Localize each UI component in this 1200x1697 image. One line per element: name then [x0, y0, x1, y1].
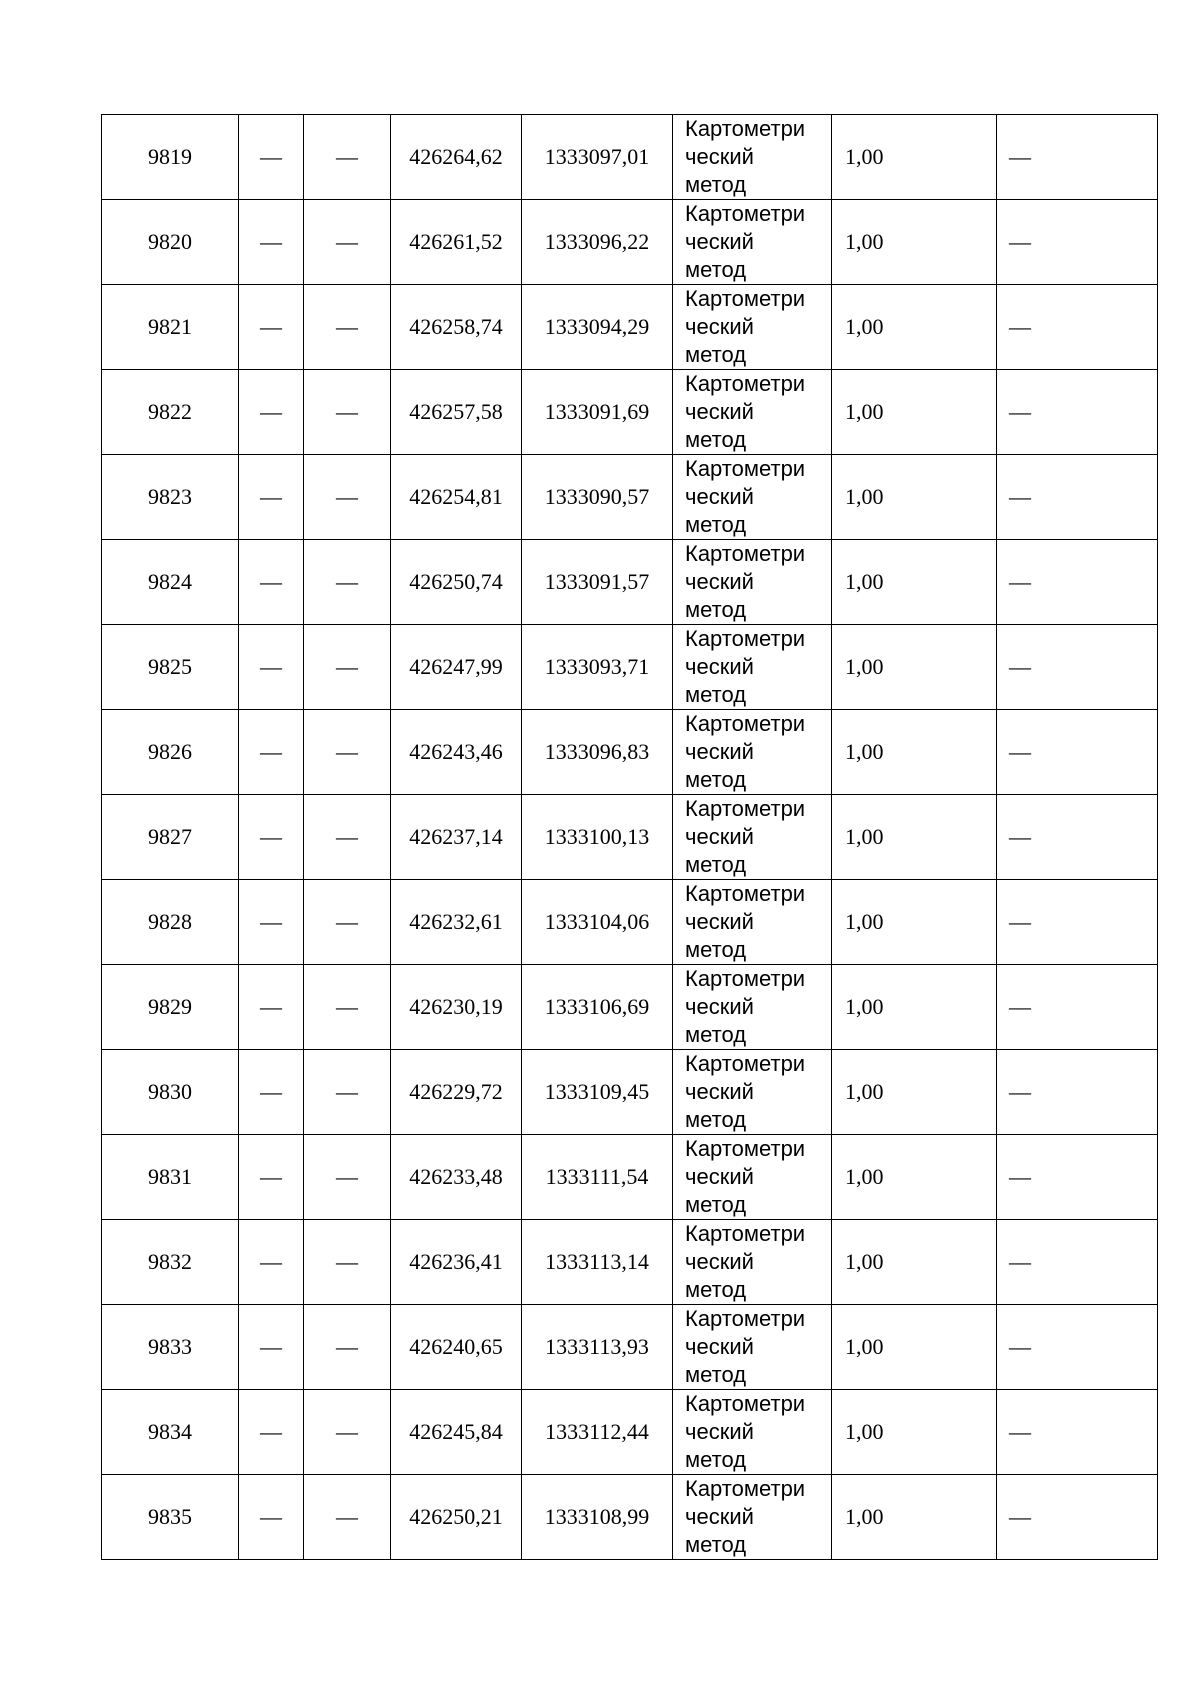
table-row [102, 880, 1158, 965]
accuracy-cell: 1,00 [832, 625, 997, 710]
method-cell [673, 115, 832, 200]
method-line: метод [685, 512, 747, 537]
y-coordinate-cell: 1333097,01 [522, 115, 673, 200]
method-line: метод [685, 257, 747, 282]
empty-value-cell: — [239, 1305, 304, 1390]
point-number-cell: 9822 [102, 370, 239, 455]
empty-value-cell: — [304, 1135, 391, 1220]
method-line: ческий [685, 1249, 754, 1274]
empty-value-cell: — [239, 200, 304, 285]
table-row [102, 1390, 1158, 1475]
x-coordinate-cell: 426257,58 [391, 370, 522, 455]
method-line: метод [685, 427, 747, 452]
method-line: Картометри [685, 1306, 806, 1331]
empty-value-cell: — [304, 200, 391, 285]
y-coordinate-cell: 1333112,44 [522, 1390, 673, 1475]
empty-value-cell: — [997, 285, 1158, 370]
empty-value-cell: — [997, 625, 1158, 710]
method-line: Картометри [685, 796, 806, 821]
empty-value-cell: — [239, 115, 304, 200]
y-coordinate-cell: 1333091,57 [522, 540, 673, 625]
accuracy-cell: 1,00 [832, 1390, 997, 1475]
x-coordinate-cell: 426254,81 [391, 455, 522, 540]
empty-value-cell: — [239, 1220, 304, 1305]
x-coordinate-cell: 426229,72 [391, 1050, 522, 1135]
empty-value-cell: — [304, 370, 391, 455]
x-coordinate-cell: 426250,21 [391, 1475, 522, 1560]
empty-value-cell: — [997, 1475, 1158, 1560]
point-number-cell: 9835 [102, 1475, 239, 1560]
accuracy-cell: 1,00 [832, 370, 997, 455]
empty-value-cell: — [239, 1475, 304, 1560]
method-line: метод [685, 1362, 747, 1387]
method-line: ческий [685, 824, 754, 849]
point-number-cell: 9834 [102, 1390, 239, 1475]
point-number-cell: 9833 [102, 1305, 239, 1390]
accuracy-cell: 1,00 [832, 710, 997, 795]
point-number-cell: 9820 [102, 200, 239, 285]
empty-value-cell: — [997, 710, 1158, 795]
empty-value-cell: — [239, 965, 304, 1050]
method-line: ческий [685, 569, 754, 594]
method-line: метод [685, 852, 747, 877]
empty-value-cell: — [304, 1305, 391, 1390]
table-row [102, 1305, 1158, 1390]
empty-value-cell: — [304, 710, 391, 795]
empty-value-cell: — [304, 965, 391, 1050]
x-coordinate-cell: 426264,62 [391, 115, 522, 200]
accuracy-cell: 1,00 [832, 540, 997, 625]
accuracy-cell: 1,00 [832, 285, 997, 370]
x-coordinate-cell: 426237,14 [391, 795, 522, 880]
point-number-cell: 9830 [102, 1050, 239, 1135]
method-line: ческий [685, 654, 754, 679]
coordinates-table [101, 114, 1158, 1560]
method-line: Картометри [685, 1136, 806, 1161]
empty-value-cell: — [997, 1220, 1158, 1305]
empty-value-cell: — [997, 880, 1158, 965]
method-line: ческий [685, 314, 754, 339]
y-coordinate-cell: 1333090,57 [522, 455, 673, 540]
empty-value-cell: — [239, 455, 304, 540]
empty-value-cell: — [997, 370, 1158, 455]
method-line: Картометри [685, 966, 806, 991]
point-number-cell: 9827 [102, 795, 239, 880]
method-line: Картометри [685, 456, 806, 481]
accuracy-cell: 1,00 [832, 1220, 997, 1305]
empty-value-cell: — [239, 710, 304, 795]
method-cell [673, 1305, 832, 1390]
method-line: метод [685, 172, 747, 197]
method-line: Картометри [685, 1221, 806, 1246]
method-line: ческий [685, 1419, 754, 1444]
point-number-cell: 9832 [102, 1220, 239, 1305]
point-number-cell: 9828 [102, 880, 239, 965]
method-line: ческий [685, 1164, 754, 1189]
point-number-cell: 9825 [102, 625, 239, 710]
method-line: метод [685, 342, 747, 367]
empty-value-cell: — [239, 880, 304, 965]
accuracy-cell: 1,00 [832, 1475, 997, 1560]
table-row [102, 455, 1158, 540]
y-coordinate-cell: 1333100,13 [522, 795, 673, 880]
accuracy-cell: 1,00 [832, 795, 997, 880]
accuracy-cell: 1,00 [832, 115, 997, 200]
method-line: метод [685, 1022, 747, 1047]
empty-value-cell: — [997, 455, 1158, 540]
empty-value-cell: — [304, 1390, 391, 1475]
y-coordinate-cell: 1333093,71 [522, 625, 673, 710]
method-line: ческий [685, 1334, 754, 1359]
method-cell [673, 1475, 832, 1560]
table-row [102, 285, 1158, 370]
empty-value-cell: — [304, 1475, 391, 1560]
method-line: метод [685, 1192, 747, 1217]
method-cell [673, 200, 832, 285]
empty-value-cell: — [997, 540, 1158, 625]
method-cell [673, 880, 832, 965]
method-line: Картометри [685, 371, 806, 396]
empty-value-cell: — [997, 795, 1158, 880]
empty-value-cell: — [239, 1050, 304, 1135]
empty-value-cell: — [997, 1305, 1158, 1390]
y-coordinate-cell: 1333109,45 [522, 1050, 673, 1135]
method-line: ческий [685, 739, 754, 764]
y-coordinate-cell: 1333096,22 [522, 200, 673, 285]
method-line: Картометри [685, 201, 806, 226]
method-line: Картометри [685, 711, 806, 736]
method-line: Картометри [685, 1476, 806, 1501]
method-cell [673, 710, 832, 795]
x-coordinate-cell: 426230,19 [391, 965, 522, 1050]
method-line: ческий [685, 994, 754, 1019]
empty-value-cell: — [997, 1135, 1158, 1220]
x-coordinate-cell: 426233,48 [391, 1135, 522, 1220]
method-line: Картометри [685, 1051, 806, 1076]
method-line: Картометри [685, 881, 806, 906]
method-line: Картометри [685, 541, 806, 566]
y-coordinate-cell: 1333091,69 [522, 370, 673, 455]
x-coordinate-cell: 426261,52 [391, 200, 522, 285]
method-line: Картометри [685, 116, 806, 141]
method-line: Картометри [685, 626, 806, 651]
empty-value-cell: — [304, 115, 391, 200]
accuracy-cell: 1,00 [832, 1305, 997, 1390]
table-row [102, 965, 1158, 1050]
method-cell [673, 965, 832, 1050]
y-coordinate-cell: 1333094,29 [522, 285, 673, 370]
point-number-cell: 9819 [102, 115, 239, 200]
y-coordinate-cell: 1333108,99 [522, 1475, 673, 1560]
table-row [102, 795, 1158, 880]
x-coordinate-cell: 426250,74 [391, 540, 522, 625]
empty-value-cell: — [997, 200, 1158, 285]
method-cell [673, 540, 832, 625]
empty-value-cell: — [304, 795, 391, 880]
method-cell [673, 285, 832, 370]
empty-value-cell: — [239, 795, 304, 880]
point-number-cell: 9821 [102, 285, 239, 370]
table-row [102, 625, 1158, 710]
method-cell [673, 1220, 832, 1305]
accuracy-cell: 1,00 [832, 1135, 997, 1220]
x-coordinate-cell: 426243,46 [391, 710, 522, 795]
empty-value-cell: — [239, 625, 304, 710]
empty-value-cell: — [239, 285, 304, 370]
table-row [102, 200, 1158, 285]
method-cell [673, 370, 832, 455]
x-coordinate-cell: 426258,74 [391, 285, 522, 370]
table-row [102, 1475, 1158, 1560]
empty-value-cell: — [304, 1220, 391, 1305]
table-row [102, 540, 1158, 625]
accuracy-cell: 1,00 [832, 455, 997, 540]
method-line: метод [685, 682, 747, 707]
method-line: метод [685, 1107, 747, 1132]
x-coordinate-cell: 426247,99 [391, 625, 522, 710]
method-cell [673, 795, 832, 880]
point-number-cell: 9831 [102, 1135, 239, 1220]
method-line: метод [685, 1277, 747, 1302]
method-cell [673, 455, 832, 540]
accuracy-cell: 1,00 [832, 880, 997, 965]
accuracy-cell: 1,00 [832, 200, 997, 285]
empty-value-cell: — [997, 115, 1158, 200]
x-coordinate-cell: 426232,61 [391, 880, 522, 965]
method-line: ческий [685, 1079, 754, 1104]
method-line: метод [685, 937, 747, 962]
table-body [102, 115, 1158, 1560]
empty-value-cell: — [239, 1390, 304, 1475]
table-row [102, 370, 1158, 455]
point-number-cell: 9824 [102, 540, 239, 625]
y-coordinate-cell: 1333113,14 [522, 1220, 673, 1305]
y-coordinate-cell: 1333104,06 [522, 880, 673, 965]
method-line: метод [685, 597, 747, 622]
method-line: Картометри [685, 1391, 806, 1416]
table-row [102, 1050, 1158, 1135]
method-line: метод [685, 1447, 747, 1472]
empty-value-cell: — [304, 625, 391, 710]
table-row [102, 1135, 1158, 1220]
table-row [102, 1220, 1158, 1305]
table-row [102, 115, 1158, 200]
x-coordinate-cell: 426236,41 [391, 1220, 522, 1305]
method-cell [673, 1135, 832, 1220]
method-line: метод [685, 767, 747, 792]
table-row [102, 710, 1158, 795]
x-coordinate-cell: 426240,65 [391, 1305, 522, 1390]
y-coordinate-cell: 1333096,83 [522, 710, 673, 795]
method-line: ческий [685, 229, 754, 254]
method-line: ческий [685, 399, 754, 424]
empty-value-cell: — [997, 965, 1158, 1050]
method-line: ческий [685, 484, 754, 509]
empty-value-cell: — [997, 1390, 1158, 1475]
empty-value-cell: — [304, 285, 391, 370]
empty-value-cell: — [997, 1050, 1158, 1135]
empty-value-cell: — [239, 1135, 304, 1220]
accuracy-cell: 1,00 [832, 965, 997, 1050]
method-line: Картометри [685, 286, 806, 311]
y-coordinate-cell: 1333113,93 [522, 1305, 673, 1390]
empty-value-cell: — [304, 455, 391, 540]
empty-value-cell: — [304, 1050, 391, 1135]
point-number-cell: 9823 [102, 455, 239, 540]
method-line: ческий [685, 144, 754, 169]
empty-value-cell: — [239, 370, 304, 455]
y-coordinate-cell: 1333106,69 [522, 965, 673, 1050]
method-line: метод [685, 1532, 747, 1557]
empty-value-cell: — [304, 540, 391, 625]
method-cell [673, 1390, 832, 1475]
point-number-cell: 9826 [102, 710, 239, 795]
method-line: ческий [685, 1504, 754, 1529]
method-cell [673, 625, 832, 710]
y-coordinate-cell: 1333111,54 [522, 1135, 673, 1220]
x-coordinate-cell: 426245,84 [391, 1390, 522, 1475]
empty-value-cell: — [304, 880, 391, 965]
method-line: ческий [685, 909, 754, 934]
accuracy-cell: 1,00 [832, 1050, 997, 1135]
empty-value-cell: — [239, 540, 304, 625]
point-number-cell: 9829 [102, 965, 239, 1050]
method-cell [673, 1050, 832, 1135]
